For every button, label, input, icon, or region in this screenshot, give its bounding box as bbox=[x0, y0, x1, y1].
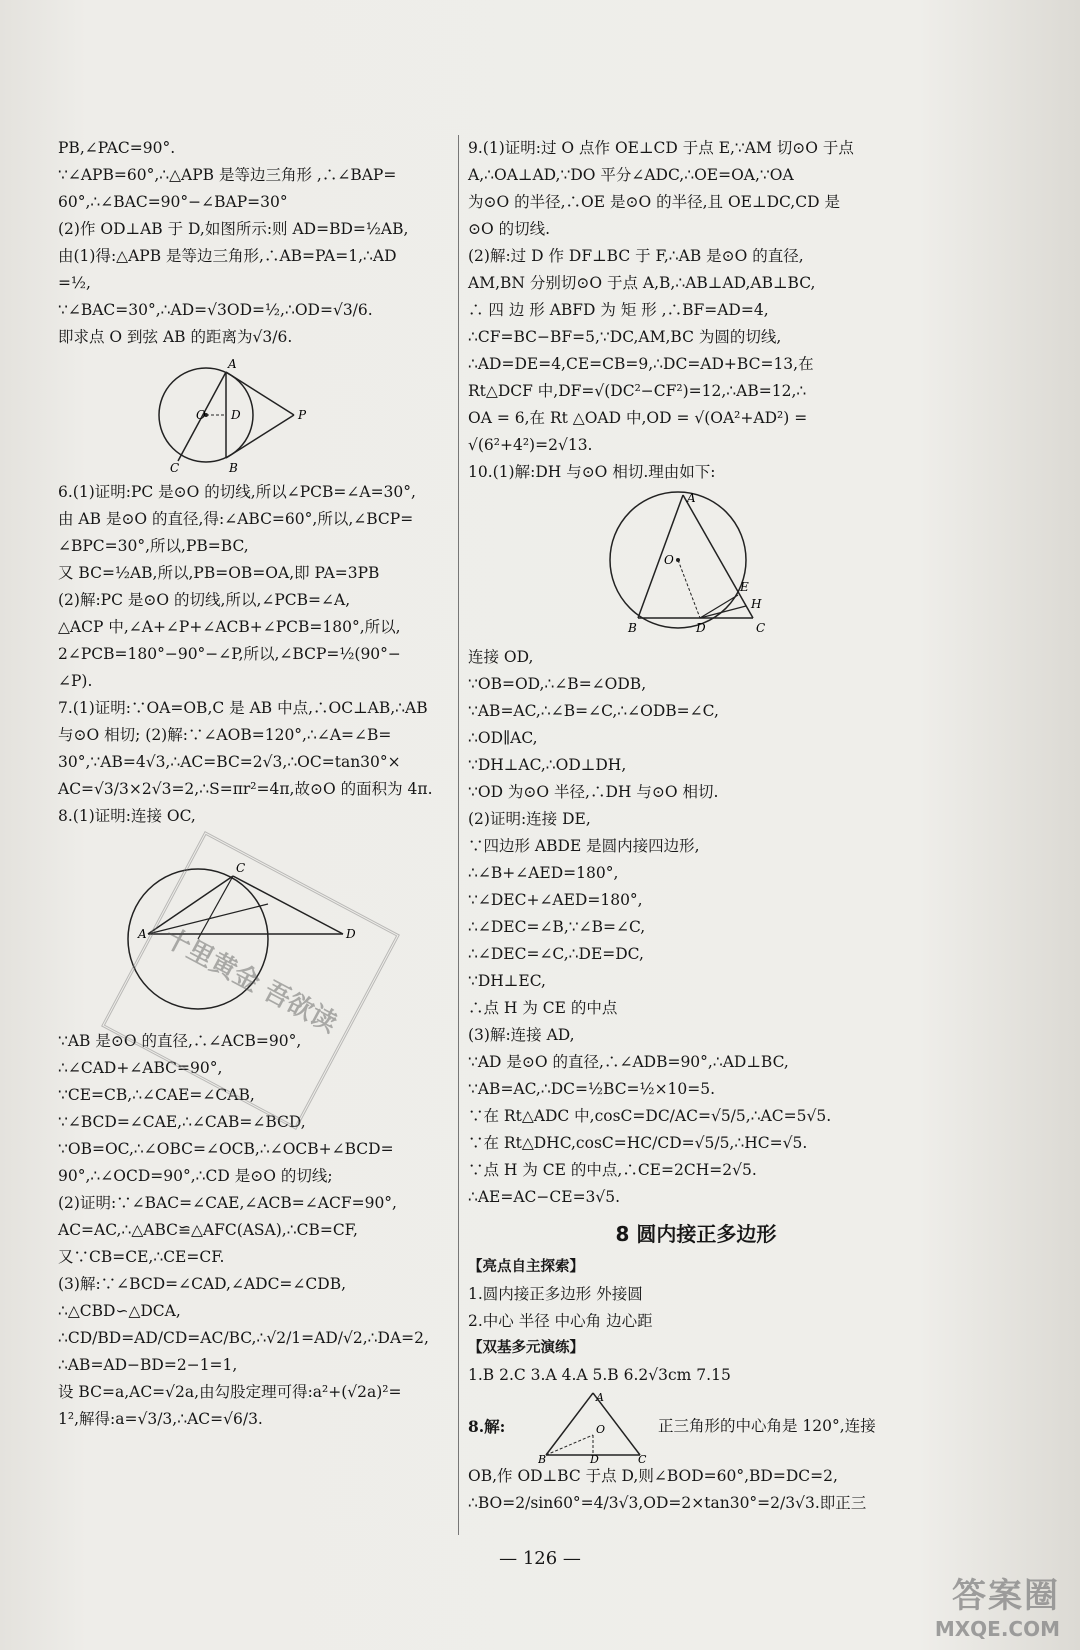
svg-text:P: P bbox=[298, 408, 307, 422]
q10-line: ∴OD∥AC, bbox=[468, 729, 538, 747]
q8-solution-line: ∴BO=2/sin60°=4/3√3,OD=2×tan30°=2/3√3.即正三 bbox=[468, 1494, 867, 1512]
q8-line: ∵OB=OC,∴∠OBC=∠OCB,∴∠OCB+∠BCD= bbox=[58, 1140, 394, 1158]
library-stamp: 十里黄金 吾欲读 bbox=[101, 831, 400, 1130]
q8-line: (2)证明:∵∠BAC=∠CAE,∠ACB=∠ACF=90°, bbox=[58, 1194, 397, 1212]
figure-inscribed-triangle bbox=[468, 490, 924, 640]
q9-line: (2)解:过 D 作 DF⊥BC 于 F,∴AB 是⊙O 的直径, bbox=[468, 247, 804, 265]
q9-line: 为⊙O 的半径,∴OE 是⊙O 的半径,且 OE⊥DC,CD 是 bbox=[468, 193, 840, 211]
text-line: ∵∠BAC=30°,∴AD=√3OD=½,∴OD=√3/6. bbox=[58, 301, 373, 319]
q8-line: ∴AB=AD−BD=2−1=1, bbox=[58, 1356, 238, 1374]
text-line: 即求点 O 到弦 AB 的距离为√3/6. bbox=[58, 328, 293, 346]
svg-text:D: D bbox=[231, 408, 241, 422]
q8-heading: 8.(1)证明:连接 OC, bbox=[58, 807, 196, 825]
svg-text:O: O bbox=[196, 408, 206, 422]
section-tag: 【亮点自主探索】 bbox=[468, 1259, 584, 1275]
svg-text:B: B bbox=[628, 621, 637, 635]
left-column bbox=[58, 135, 458, 1433]
q10-line: ∵在 Rt△ADC 中,cosC=DC/AC=√5/5,∴AC=5√5. bbox=[468, 1107, 832, 1125]
text-line: (2)作 OD⊥AB 于 D,如图所示:则 AD=BD=½AB, bbox=[58, 220, 409, 238]
q8-line: ∴CD/BD=AD/CD=AC/BC,∴√2/1=AD/√2,∴DA=2, bbox=[58, 1329, 429, 1347]
q10-line: ∵∠DEC+∠AED=180°, bbox=[468, 891, 643, 909]
svg-text:A: A bbox=[228, 357, 237, 371]
q6-line: △ACP 中,∠A+∠P+∠ACB+∠PCB=180°,所以, bbox=[58, 618, 401, 636]
q8-solution-line: OB,作 OD⊥BC 于点 D,则∠BOD=60°,BD=DC=2, bbox=[468, 1467, 838, 1485]
q7-line: 7.(1)证明:∵OA=OB,C 是 AB 中点,∴OC⊥AB,∴AB bbox=[58, 699, 428, 717]
q10-line: ∵OD 为⊙O 半径,∴DH 与⊙O 相切. bbox=[468, 783, 719, 801]
q7-line: AC=√3/3×2√3=2,∴S=πr²=4π,故⊙O 的面积为 4π. bbox=[58, 780, 433, 798]
svg-text:A: A bbox=[596, 1391, 604, 1404]
section-tag: 【双基多元演练】 bbox=[468, 1340, 584, 1356]
q10-line: ∵OB=OD,∴∠B=∠ODB, bbox=[468, 675, 647, 693]
q6-line: ∠P). bbox=[58, 672, 93, 690]
q8-line: 设 BC=a,AC=√2a,由勾股定理可得:a²+(√2a)²= bbox=[58, 1383, 402, 1401]
q10-line: ∴∠DEC=∠B,∵∠B=∠C, bbox=[468, 918, 646, 936]
watermark-url: MXQE.COM bbox=[934, 1617, 1060, 1641]
q9-line: ∴CF=BC−BF=5,∵DC,AM,BC 为圆的切线, bbox=[468, 328, 782, 346]
svg-text:H: H bbox=[751, 597, 762, 611]
svg-text:E: E bbox=[740, 580, 749, 594]
q10-heading: 10.(1)解:DH 与⊙O 相切.理由如下: bbox=[468, 463, 716, 481]
q8-line: ∵CE=CB,∴∠CAE=∠CAB, bbox=[58, 1086, 255, 1104]
svg-text:C: C bbox=[170, 461, 180, 475]
page-number: — 126 — bbox=[499, 1548, 581, 1569]
section-title: 8 圆内接正多边形 bbox=[615, 1222, 777, 1246]
q10-line: ∵在 Rt△DHC,cosC=HC/CD=√5/5,∴HC=√5. bbox=[468, 1134, 808, 1152]
q9-line: ⊙O 的切线. bbox=[468, 220, 551, 238]
svg-text:D: D bbox=[346, 927, 356, 941]
q9-line: 9.(1)证明:过 O 点作 OE⊥CD 于点 E,∵AM 切⊙O 于点 bbox=[468, 139, 854, 157]
q8-line: (3)解:∵∠BCD=∠CAD,∠ADC=∠CDB, bbox=[58, 1275, 347, 1293]
q9-line: ∴ 四 边 形 ABFD 为 矩 形 ,∴BF=AD=4, bbox=[468, 301, 769, 319]
svg-text:A: A bbox=[138, 927, 147, 941]
q8-line: ∴△CBD∽△DCA, bbox=[58, 1302, 181, 1320]
q10-line: ∵AB=AC,∴DC=½BC=½×10=5. bbox=[468, 1080, 716, 1098]
q10-line: ∵AB=AC,∴∠B=∠C,∴∠ODB=∠C, bbox=[468, 702, 719, 720]
svg-text:O: O bbox=[664, 553, 674, 567]
q6-line: (2)解:PC 是⊙O 的切线,所以,∠PCB=∠A, bbox=[58, 591, 351, 609]
q8-line: AC=AC,∴△ABC≌△AFC(ASA),∴CB=CF, bbox=[58, 1221, 358, 1239]
q8-label: 8.解: bbox=[468, 1416, 506, 1436]
fill-answer: 2.中心 半径 中心角 边心距 bbox=[468, 1312, 653, 1330]
q9-line: AM,BN 分别切⊙O 于点 A,B,∴AB⊥AD,AB⊥BC, bbox=[468, 274, 816, 292]
q10-line: (2)证明:连接 DE, bbox=[468, 810, 591, 828]
q10-line: ∴∠B+∠AED=180°, bbox=[468, 864, 619, 882]
q7-line: 30°,∵AB=4√3,∴AC=BC=2√3,∴OC=tan30°× bbox=[58, 753, 401, 771]
q10-line: 连接 OD, bbox=[468, 648, 534, 666]
q6-line: 又 BC=½AB,所以,PB=OB=OA,即 PA=3PB bbox=[58, 564, 380, 582]
text-line: 60°,∴∠BAC=90°−∠BAP=30° bbox=[58, 193, 288, 211]
q9-line: A,∴OA⊥AD,∵DO 平分∠ADC,∴OE=OA,∵OA bbox=[468, 166, 794, 184]
q10-line: (3)解:连接 AD, bbox=[468, 1026, 575, 1044]
q6-line: 6.(1)证明:PC 是⊙O 的切线,所以∠PCB=∠A=30°, bbox=[58, 483, 416, 501]
right-column bbox=[468, 135, 924, 1517]
q8-line: 90°,∴∠OCD=90°,∴CD 是⊙O 的切线; bbox=[58, 1167, 333, 1185]
watermark-logo-text: 答案圈 bbox=[952, 1576, 1060, 1616]
fill-answer: 1.圆内接正多边形 外接圆 bbox=[468, 1285, 643, 1303]
q6-line: 2∠PCB=180°−90°−∠P,所以,∠BCP=½(90°− bbox=[58, 645, 401, 663]
site-watermark bbox=[935, 1576, 1060, 1642]
q6-line: 由 AB 是⊙O 的直径,得:∠ABC=60°,所以,∠BCP= bbox=[58, 510, 414, 528]
q8-side-text: 正三角形的中心角是 120°,连接 bbox=[658, 1416, 876, 1435]
figure-circle-tangent-p bbox=[58, 355, 458, 475]
q9-line: √(6²+4²)=2√13. bbox=[468, 436, 593, 454]
q7-line: 与⊙O 相切; (2)解:∵∠AOB=120°,∴∠A=∠B= bbox=[58, 726, 392, 744]
q9-line: Rt△DCF 中,DF=√(DC²−CF²)=12,∴AB=12,∴ bbox=[468, 382, 807, 400]
q10-line: ∴∠DEC=∠C,∴DE=DC, bbox=[468, 945, 644, 963]
svg-text:A: A bbox=[687, 491, 696, 505]
q10-line: ∵点 H 为 CE 的中点,∴CE=2CH=2√5. bbox=[468, 1161, 757, 1179]
q8-line: ∵AB 是⊙O 的直径,∴∠ACB=90°, bbox=[58, 1032, 302, 1050]
text-line: =½, bbox=[58, 274, 91, 292]
text-line: 由(1)得:△APB 是等边三角形,∴AB=PA=1,∴AD bbox=[58, 247, 397, 265]
column-divider bbox=[458, 135, 459, 1535]
svg-text:B: B bbox=[229, 461, 238, 475]
svg-text:O: O bbox=[596, 1423, 606, 1436]
q10-line: ∵AD 是⊙O 的直径,∴∠ADB=90°,∴AD⊥BC, bbox=[468, 1053, 789, 1071]
q8-line: 1²,解得:a=√3/3,∴AC=√6/3. bbox=[58, 1410, 263, 1428]
q10-line: ∵DH⊥EC, bbox=[468, 972, 546, 990]
svg-text:C: C bbox=[638, 1453, 647, 1463]
q8-row bbox=[468, 1389, 924, 1463]
q10-line: ∵四边形 ABDE 是圆内接四边形, bbox=[468, 837, 700, 855]
svg-text:C: C bbox=[756, 621, 766, 635]
choice-answers: 1.B 2.C 3.A 4.A 5.B 6.2√3cm 7.15 bbox=[468, 1366, 731, 1384]
text-line: PB,∠PAC=90°. bbox=[58, 139, 176, 157]
q10-line: ∵DH⊥AC,∴OD⊥DH, bbox=[468, 756, 627, 774]
svg-text:D: D bbox=[696, 621, 706, 635]
q8-line: ∵∠BCD=∠CAE,∴∠CAB=∠BCD, bbox=[58, 1113, 306, 1131]
svg-text:B: B bbox=[538, 1453, 547, 1463]
q9-line: ∴AD=DE=4,CE=CB=9,∴DC=AD+BC=13,在 bbox=[468, 355, 814, 373]
q8-line: ∴∠CAD+∠ABC=90°, bbox=[58, 1059, 223, 1077]
q6-line: ∠BPC=30°,所以,PB=BC, bbox=[58, 537, 249, 555]
q8-line: 又∵CB=CE,∴CE=CF. bbox=[58, 1248, 225, 1266]
svg-text:D: D bbox=[590, 1453, 599, 1463]
figure-equilateral-triangle bbox=[538, 1389, 648, 1463]
q10-line: ∴AE=AC−CE=3√5. bbox=[468, 1188, 621, 1206]
q10-line: ∴点 H 为 CE 的中点 bbox=[468, 999, 618, 1017]
q9-line: OA = 6,在 Rt △OAD 中,OD = √(OA²+AD²) = bbox=[468, 409, 808, 427]
svg-text:C: C bbox=[236, 861, 246, 875]
text-line: ∵∠APB=60°,∴△APB 是等边三角形 ,∴∠BAP= bbox=[58, 166, 397, 184]
